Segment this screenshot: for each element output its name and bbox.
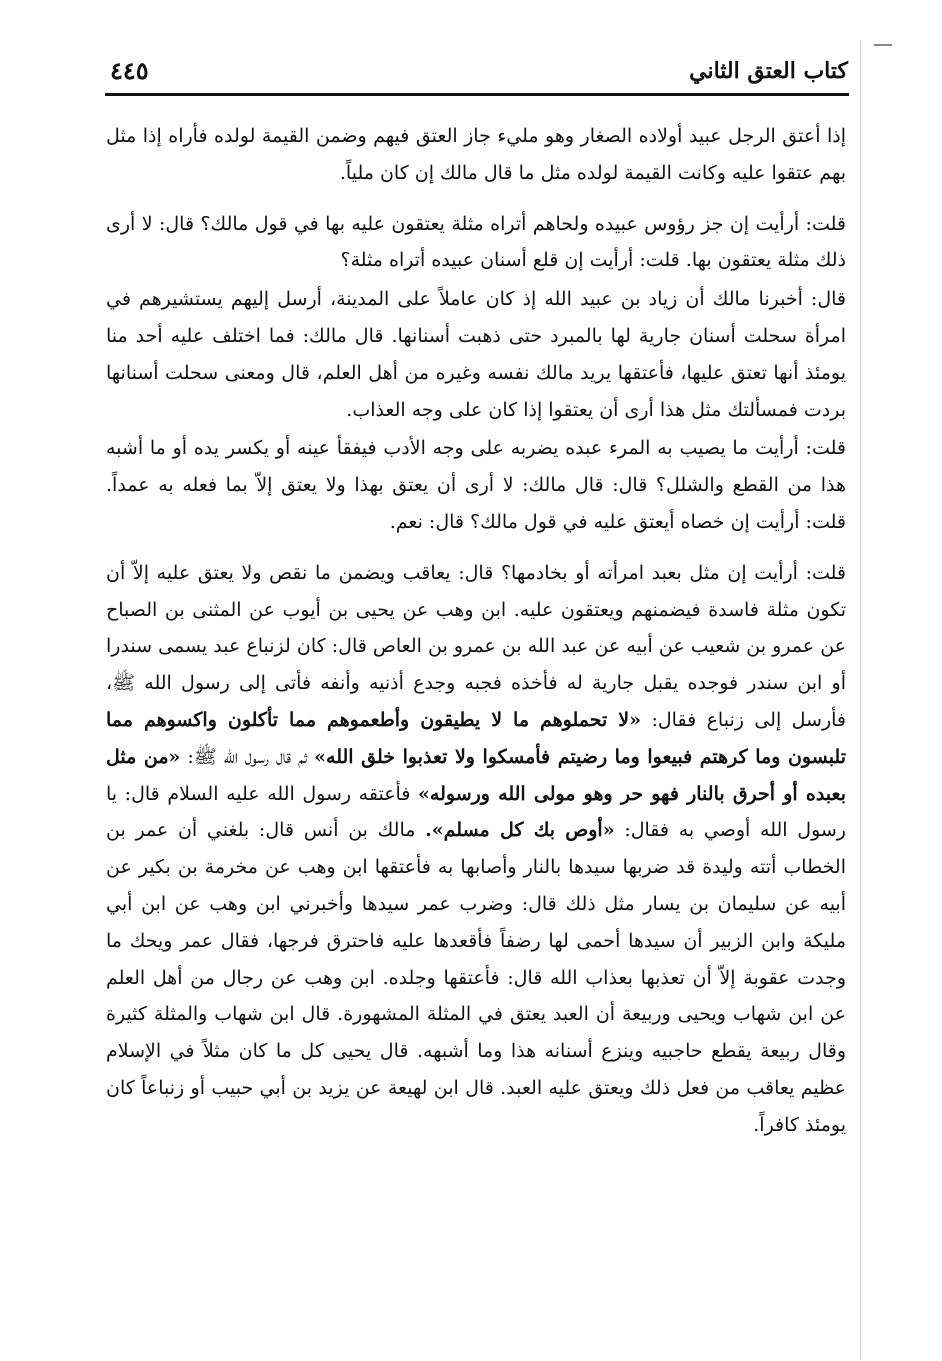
text-run: مالك بن أنس قال: بلغني أن عمر بن الخطاب أتته وليدة قد ضربها سيدها بالنار وأصابها به فأعتقها ابن وهب عن مخرمة بن بكير عن أبيه عن سليمان بن يسار مثل ذلك قال: وضرب عمر سيدها وأخبرني ابن وهب عن ابن أبي مليكة وابن الزبير أن سيدها أحمى لها رضفاً فأقعدها عليه فاحترق فرجها، فقال عمر ويحك ما وجدت عقوبة إلاّ أن تعذبها بعذاب الله قال: فأعتقها وجلده. ابن وهب عن رجال من أهل العلم عن ابن شهاب ويحيى وربيعة أن العبد يعتق في المثلة المشهورة. قال ابن شهاب والمثلة كثيرة وقال ربيعة يقطع حاجبيه وينزع أسنانه هذا وما أشبهه. قال يحيى كل ما كان مثلاً في الإسلام عظيم يعاقب من فعل ذلك ويعتق عليه العبد. قال ابن لهيعة عن يزيد بن أبي حبيب أو زنباعاً كان يومئذ كافراً. [106, 819, 846, 1136]
text-run: ثم قال رسول الله ﷺ: [187, 745, 308, 768]
header-rule [105, 93, 849, 96]
hadith-quote: «من مثل بعبده أو أحرق بالنار فهو حر وهو مولى الله ورسوله» [106, 745, 846, 805]
main-text [106, 118, 846, 1144]
text-run: قلت: أرأيت إن مثل بعبد امرأته أو بخادمها؟ قال: يعاقب ويضمن ما نقص ولا يعتق عليه إلاّ أن تكون مثلة فاسدة فيضمنهم ويعتقون عليه. ابن وهب عن يحيى بن أيوب عن المثنى بن الصباح عن عمرو بن شعيب عن أبيه عن عبد الله بن عمرو بن العاص قال: كان لزنباع عبد يسمى سندرا أو ابن سندر فوجده يقبل جارية له فأخذه فجبه وجدع أذنيه وأنفه فأتى إلى رسول الله ﷺ، فأرسل إلى زنباع فقال: [106, 561, 847, 731]
chapter-title: كتاب العتق الثاني [689, 58, 848, 84]
text-run: فأعتقه رسول الله عليه السلام قال: يا رسول الله أوصي به فقال: [106, 782, 846, 842]
page-number: ٤٤٥ [110, 56, 149, 85]
paragraph: قلت: أرأيت إن جز رؤوس عبيده ولحاهم أتراه مثلة يعتقون عليه بها في قول مالك؟ قال: لا أرى ذلك مثلة يعتقون بها. قلت: أرأيت إن قلع أسنان عبيده أتراه مثلة؟ [106, 212, 846, 272]
paragraph: إذا أعتق الرجل عبيد أولاده الصغار وهو مليء جاز العتق فيهم وضمن القيمة لولده فأراه إذا مثل بهم عتقوا عليه وكانت القيمة لولده مثل ما قال مالك إن كان ملياً. [106, 125, 846, 184]
hadith-quote: «أوص بك كل مسلم». [425, 819, 615, 842]
paragraph [106, 555, 846, 1144]
hadith-quote: «لا تحملوهم ما لا يطيقون وأطعموهم مما تأكلون واكسوهم مما تلبسون وما كرهتم فبيعوا وما رضيتم فأمسكوا ولا تعذبوا خلق الله» [106, 708, 847, 768]
margin-rule [860, 40, 861, 1360]
paragraph: قلت: أرأيت ما يصيب به المرء عبده يضربه على وجه الأدب فيفقأ عينه أو يكسر يده أو ما أشبه هذا من القطع والشلل؟ قال: قال مالك: لا أرى أن يعتق بهذا ولا يعتق إلاّ بما فعله به عمداً. قلت: أرأيت إن خصاه أيعتق عليه في قول مالك؟ قال: نعم. [106, 437, 846, 533]
paragraph: قال: أخبرنا مالك أن زياد بن عبيد الله إذ كان عاملاً على المدينة، أرسل إليهم يستشيرهم في امرأة سحلت أسنان جارية لها بالمبرد حتى ذهبت أسنانها. قال مالك: فما اختلف عليه أحد منا يومئذ أنها تعتق عليها، فأعتقها يريد مالك نفسه وغيره من أهل العلم، قال ومعنى سحلت أسنانها بردت فمسألتك مثل هذا أرى أن يعتقوا إذا كان على وجه العذاب. [106, 288, 846, 421]
running-header [110, 50, 848, 94]
corner-mark [874, 44, 892, 46]
